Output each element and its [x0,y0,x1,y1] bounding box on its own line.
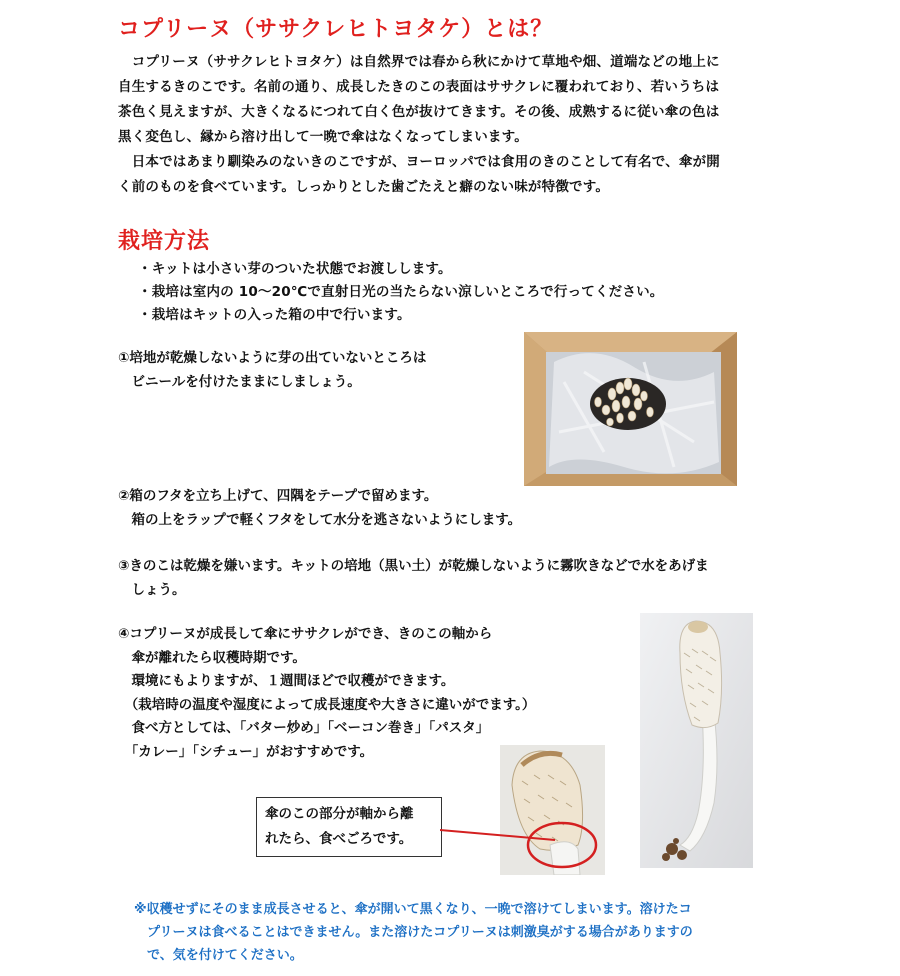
about-line: 茶色く見えますが、大きくなるにつれて白く色が抜けてきます。その後、成熟するに従い傘の色は [118,104,720,120]
step-line: ビニールを付けたままにしましょう。 [118,373,361,390]
about-line: 日本ではあまり馴染みのないきのこですが、ヨーロッパでは食用のきのことして有名で、傘が開 [118,154,720,170]
bullet-item: ・栽培はキットの入った箱の中で行います。 [138,307,411,323]
step-line: 傘が離れたら収穫時期です。 [118,649,306,666]
about-line: 自生するきのこです。名前の通り、成長したきのこの表面はササクレに覆われており、若いうちは [118,79,720,95]
step-2 [118,485,521,532]
step-line: しょう。 [118,581,186,598]
harvest-callout [256,797,442,857]
step-line: 「カレー」「シチュー」がおすすめです。 [118,743,374,760]
cultivation-bullets [138,258,664,327]
step-line: ④コプリーヌが成長して傘にササクレができ、きのこの軸から [118,626,493,642]
about-line: 黒く変色し、縁から溶け出して一晩で傘はなくなってしまいます。 [118,129,528,145]
step-line: ②箱のフタを立ち上げて、四隅をテープで留めます。 [118,488,438,504]
step-4 [118,623,535,764]
about-text [118,50,798,200]
step-line: 箱の上をラップで軽くフタをして水分を逃さないようにします。 [118,511,522,528]
about-line: コプリーヌ（ササクレヒトヨタケ）は自然界では春から秋にかけて草地や畑、道端などの地上に [118,54,720,70]
mature-mushroom-photo [640,613,753,868]
bullet-item: ・栽培は室内の 10～20℃で直射日光の当たらない涼しいところで行ってください。 [138,284,664,300]
note-line: で、気を付けてください。 [134,948,303,963]
step-line: 環境にもよりますが、１週間ほどで収穫ができます。 [118,673,455,689]
step-3 [118,555,709,602]
kit-box-photo [524,332,737,486]
step-line: 食べ方としては、「バター炒め」「ベーコン巻き」「パスタ」 [118,720,490,736]
section-title-about: コプリーヌ（ササクレヒトヨタケ）とは？ [118,17,554,42]
step-1 [118,347,426,394]
note-line: ※収穫せずにそのまま成長させると、傘が開いて黒くなり、一晩で溶けてしまいます。溶けたコ [134,902,692,917]
bullet-item: ・キットは小さい芽のついた状態でお渡しします。 [138,261,452,277]
step-line: ③きのこは乾燥を嫌います。キットの培地（黒い土）が乾燥しないように霧吹きなどで水をあげま [118,558,709,574]
warning-note [134,898,794,967]
callout-connector [440,820,560,850]
step-line: ①培地が乾燥しないように芽の出ていないところは [118,350,427,366]
step-line: （栽培時の温度や湿度によって成長速度や大きさに違いがでます。） [118,696,536,713]
note-line: プリーヌは食べることはできません。また溶けたコプリーヌは刺激臭がする場合がありますの [134,925,693,940]
callout-line: れたら、食べごろです。 [265,831,413,847]
section-title-cultivation: 栽培方法 [118,229,211,254]
harvest-mushroom-photo [500,745,605,875]
about-line: く前のものを食べています。しっかりとした歯ごたえと癖のない味が特徴です。 [118,179,610,195]
callout-line: 傘のこの部分が軸から離 [265,806,414,822]
